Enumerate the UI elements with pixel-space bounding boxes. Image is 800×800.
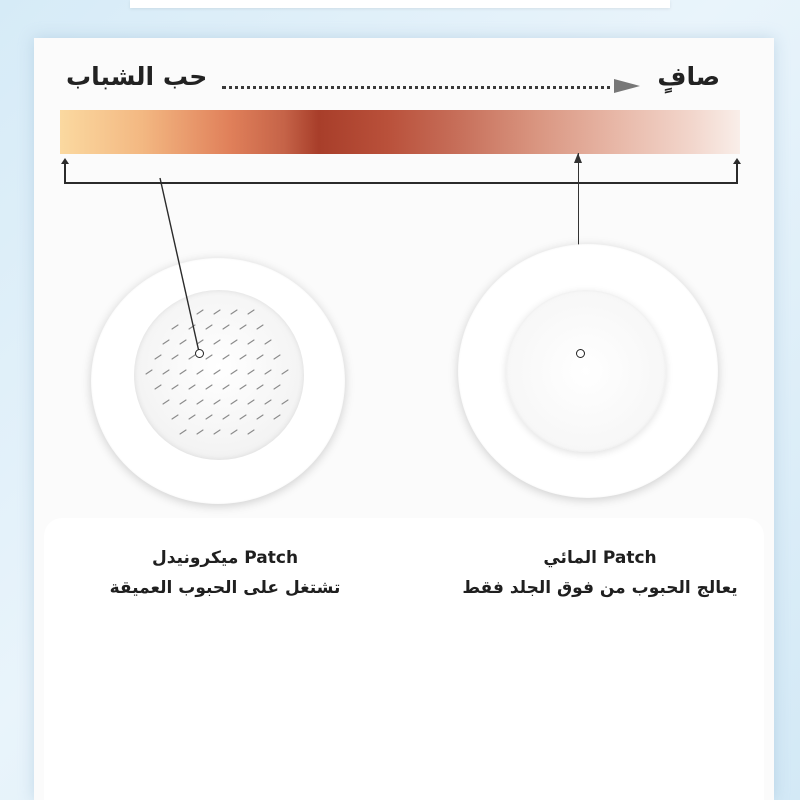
hydro-title: Patch المائي — [543, 548, 657, 568]
clear-label: صافٍ — [657, 62, 720, 91]
microneedle-marker-dot — [195, 349, 204, 358]
acne-label: حب الشباب — [66, 62, 208, 91]
dotted-arrow-line — [222, 86, 618, 89]
hydro-marker-dot — [576, 349, 585, 358]
hydro-caption — [440, 543, 760, 603]
microneedle-description: تشتغل على الحبوب العميقة — [109, 578, 341, 598]
skin-gradient-bar — [60, 110, 740, 154]
microneedle-title: Patch ميكرونيدل — [151, 548, 299, 568]
right-tick-arrow-icon — [736, 162, 738, 184]
arrow-right-icon — [614, 79, 640, 93]
hydro-description: يعالج الحبوب من فوق الجلد فقط — [462, 578, 738, 598]
microneedle-patch-inner — [134, 290, 304, 460]
depth-axis — [66, 182, 738, 184]
microneedle-caption — [90, 543, 360, 603]
hydrocolloid-patch-inner — [506, 290, 666, 452]
left-tick-arrow-icon — [64, 162, 66, 184]
top-strip — [130, 0, 670, 8]
